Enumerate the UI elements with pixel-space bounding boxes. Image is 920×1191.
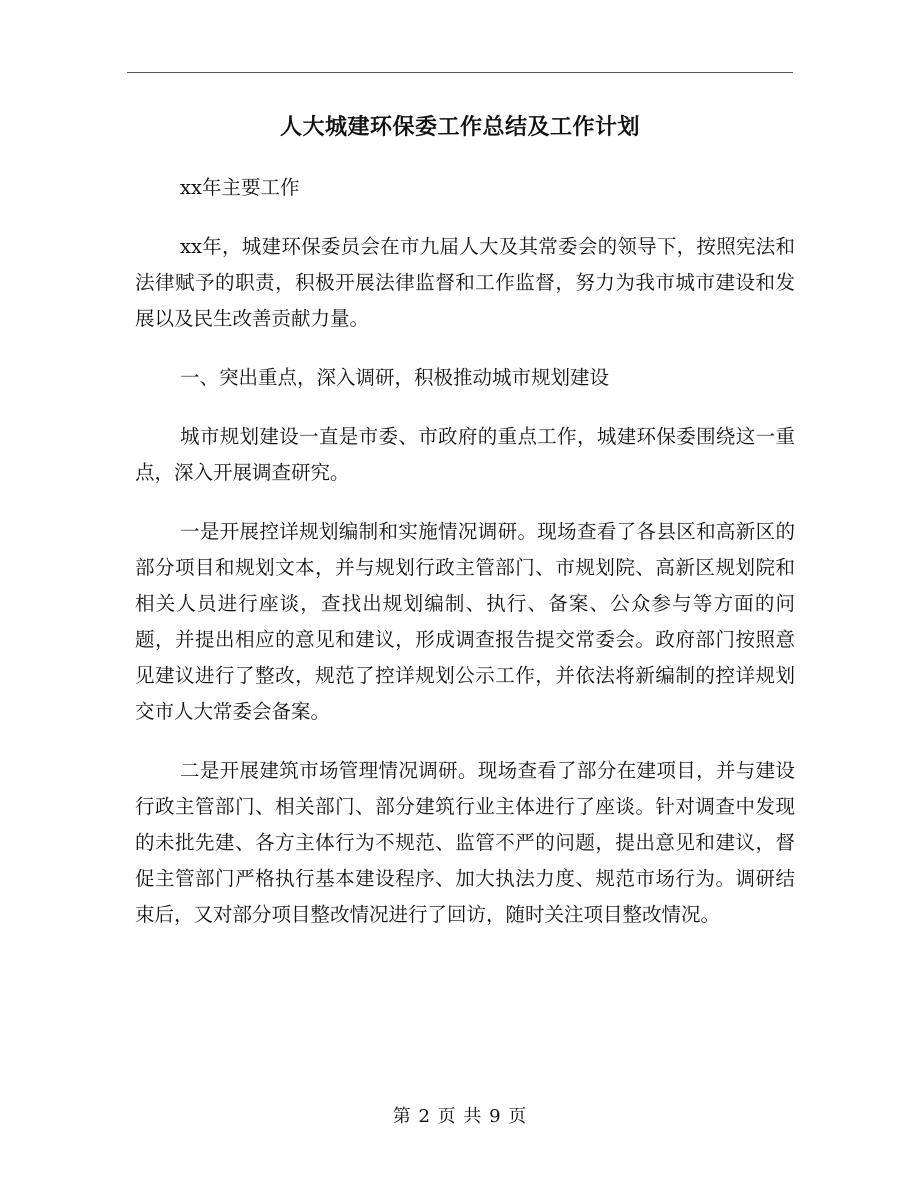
page-number: 第 2 页 共 9 页: [392, 1106, 528, 1127]
body-paragraph: 一是开展控详规划编制和实施情况调研。现场查看了各县区和高新区的部分项目和规划文本，并与规划行政主管部门、市规划院、高新区规划院和相关人员进行座谈，查找出规划编制、执行、备案、公众参与等方面的问题，并提出相应的意见和建议，形成调查报告提交常委会。政府部门按照意见建议进行了整改，规范了控详规划公示工作，并依法将新编制的控详规划交市人大常委会备案。: [135, 520, 795, 723]
section-heading: xx年主要工作: [180, 176, 300, 199]
document-title: 人大城建环保委工作总结及工作计划: [279, 114, 640, 140]
header-rule: [127, 72, 793, 73]
body-paragraph: 城市规划建设一直是市委、市政府的重点工作，城建环保委围绕这一重点，深入开展调查研究。: [135, 425, 795, 484]
body-paragraph: 二是开展建筑市场管理情况调研。现场查看了部分在建项目，并与建设行政主管部门、相关部门、部分建筑行业主体进行了座谈。针对调查中发现的未批先建、各方主体行为不规范、监管不严的问题，提出意见和建议，督促主管部门严格执行基本建设程序、加大执法力度、规范市场行为。调研结束后，又对部分项目整改情况进行了回访，随时关注项目整改情况。: [135, 759, 795, 926]
body-paragraph: xx年，城建环保委员会在市九届人大及其常委会的领导下，按照宪法和法律赋予的职责，积极开展法律监督和工作监督，努力为我市城市建设和发展以及民生改善贡献力量。: [135, 235, 795, 330]
document-body: [135, 170, 795, 956]
section-heading: 一、突出重点，深入调研，积极推动城市规划建设: [180, 366, 610, 389]
